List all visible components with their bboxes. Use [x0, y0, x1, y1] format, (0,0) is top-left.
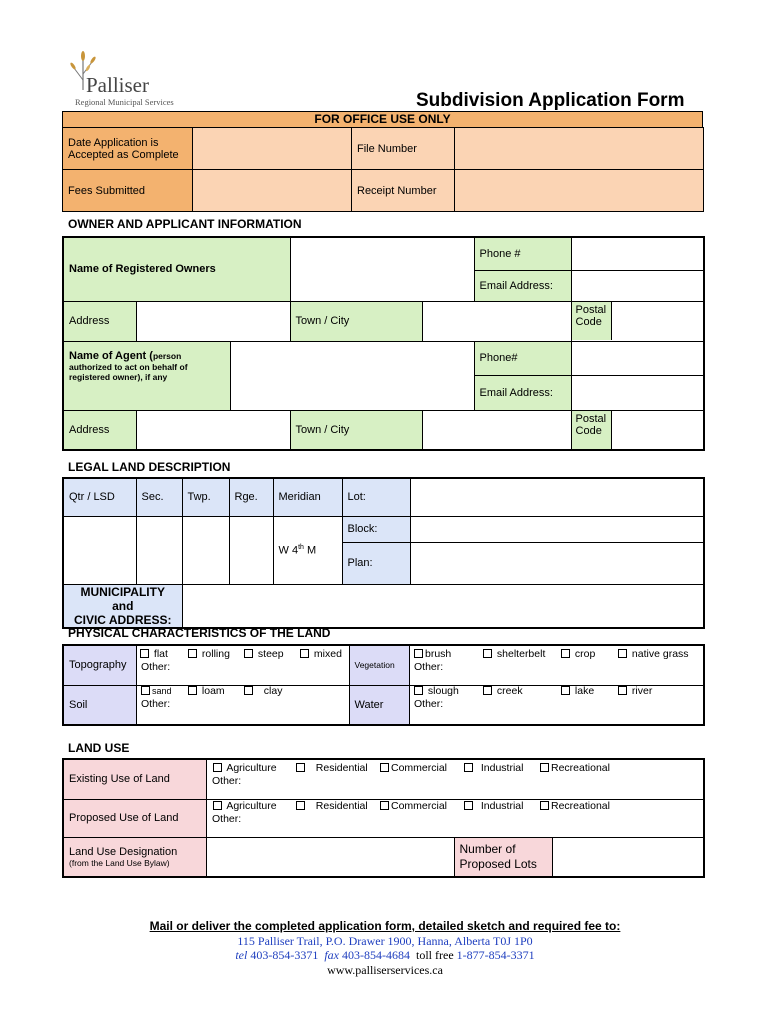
water-label: Water: [349, 685, 409, 725]
checkbox-icon[interactable]: [464, 763, 473, 772]
checkbox-icon[interactable]: [561, 686, 570, 695]
water-river-option[interactable]: river: [618, 685, 652, 697]
lot-field[interactable]: [410, 478, 704, 516]
logo: [66, 50, 186, 110]
veg-brush-option[interactable]: brush: [414, 648, 451, 660]
checkbox-icon[interactable]: [296, 801, 305, 810]
checkbox-icon[interactable]: [380, 801, 389, 810]
website-link[interactable]: www.palliserservices.ca: [327, 963, 443, 977]
postal-label: Postal Code: [572, 302, 612, 340]
proposed-lots-field[interactable]: [552, 837, 704, 877]
page-title: Subdivision Application Form: [416, 90, 685, 111]
proposed-use-options: [206, 799, 704, 837]
postal2-label: Postal Code: [572, 411, 612, 449]
contact-numbers: tel 403-854-3371 fax 403-854-4684 toll free 1-877-854-3371: [235, 948, 535, 962]
logo-subtitle: Regional Municipal Services: [75, 97, 174, 107]
checkbox-icon[interactable]: [188, 649, 197, 658]
agent-label: Name of Agent (person authorized to act on behalf of registered owner), if any: [63, 341, 230, 410]
checkbox-icon[interactable]: [300, 649, 309, 658]
existing-industrial-option[interactable]: Industrial: [464, 762, 523, 774]
postal2-cell: [571, 410, 704, 450]
owner-table: [62, 236, 705, 451]
checkbox-icon[interactable]: [540, 801, 549, 810]
agent-email-field[interactable]: [571, 375, 704, 410]
proposed-industrial-option[interactable]: Industrial: [464, 800, 523, 812]
checkbox-icon[interactable]: [464, 801, 473, 810]
sec-field[interactable]: [136, 516, 182, 584]
proposed-recreational-option[interactable]: Recreational: [540, 800, 610, 812]
topo-steep-option[interactable]: steep: [244, 648, 284, 660]
proposed-lots-label: Number of Proposed Lots: [454, 837, 552, 877]
lot-label: Lot:: [342, 478, 410, 516]
soil-sand-option[interactable]: sand: [141, 685, 172, 697]
legal-heading: LEGAL LAND DESCRIPTION: [68, 460, 231, 474]
postal-cell: [571, 301, 704, 341]
physical-heading: PHYSICAL CHARACTERISTICS OF THE LAND: [68, 626, 331, 640]
checkbox-icon[interactable]: [141, 686, 150, 695]
existing-commercial-option[interactable]: Commercial: [380, 762, 447, 774]
checkbox-icon[interactable]: [213, 763, 222, 772]
checkbox-icon[interactable]: [244, 686, 253, 695]
address2-label: Address: [63, 410, 136, 450]
rge-field[interactable]: [229, 516, 273, 584]
file-number-field[interactable]: [455, 128, 704, 170]
designation-field[interactable]: [206, 837, 454, 877]
water-creek-option[interactable]: creek: [483, 685, 523, 697]
registered-owner-field[interactable]: [290, 237, 474, 301]
fees-submitted-label: Fees Submitted: [63, 170, 193, 212]
qtr-label: Qtr / LSD: [63, 478, 136, 516]
municipality-field[interactable]: [182, 584, 704, 628]
office-heading: FOR OFFICE USE ONLY: [62, 111, 703, 128]
town-label: Town / City: [290, 301, 422, 341]
email-field[interactable]: [571, 270, 704, 301]
checkbox-icon[interactable]: [414, 649, 423, 658]
topography-label: Topography: [63, 645, 136, 685]
water-lake-option[interactable]: lake: [561, 685, 594, 697]
logo-name: Palliser: [86, 73, 149, 97]
legal-table: [62, 477, 705, 629]
sec-label: Sec.: [136, 478, 182, 516]
checkbox-icon[interactable]: [244, 649, 253, 658]
plan-label: Plan:: [342, 542, 410, 584]
topo-mixed-option[interactable]: mixed: [300, 648, 342, 660]
existing-use-options: [206, 759, 704, 799]
veg-native-grass-option[interactable]: native grass: [618, 648, 689, 660]
proposed-use-label: Proposed Use of Land: [63, 799, 206, 837]
existing-other-label: Other:: [212, 775, 242, 787]
water-other-label: Other:: [414, 698, 444, 710]
designation-label: Land Use Designation (from the Land Use Bylaw): [63, 837, 206, 877]
soil-loam-option[interactable]: loam: [188, 685, 225, 697]
email-label: Email Address:: [474, 270, 571, 301]
checkbox-icon[interactable]: [618, 686, 627, 695]
address-field[interactable]: [136, 301, 290, 341]
town2-field[interactable]: [422, 410, 571, 450]
existing-use-label: Existing Use of Land: [63, 759, 206, 799]
mail-instruction: Mail or deliver the completed application form, detailed sketch and required fee to:: [149, 919, 621, 933]
soil-label: Soil: [63, 685, 136, 725]
checkbox-icon[interactable]: [414, 686, 423, 695]
agent-phone-label: Phone#: [474, 341, 571, 375]
date-accepted-field[interactable]: [193, 128, 352, 170]
checkbox-icon[interactable]: [561, 649, 570, 658]
checkbox-icon[interactable]: [540, 763, 549, 772]
office-table: [62, 127, 704, 212]
phone-field[interactable]: [571, 237, 704, 270]
veg-shelterbelt-option[interactable]: shelterbelt: [483, 648, 545, 660]
proposed-commercial-option[interactable]: Commercial: [380, 800, 447, 812]
postal2-field[interactable]: [612, 411, 704, 449]
registered-owner-label: Name of Registered Owners: [63, 237, 290, 301]
postal-field[interactable]: [612, 302, 704, 340]
municipality-label: MUNICIPALITY and CIVIC ADDRESS:: [63, 584, 182, 628]
water-slough-option[interactable]: slough: [414, 685, 459, 697]
address-label: Address: [63, 301, 136, 341]
landuse-table: [62, 758, 705, 878]
proposed-residential-option[interactable]: Residential: [296, 800, 368, 812]
rge-label: Rge.: [229, 478, 273, 516]
address2-field[interactable]: [136, 410, 290, 450]
receipt-number-field[interactable]: [455, 170, 704, 212]
qtr-field[interactable]: [63, 516, 136, 584]
phone-label: Phone #: [474, 237, 571, 270]
landuse-heading: LAND USE: [68, 741, 130, 755]
date-accepted-label: Date Application is Accepted as Complete: [63, 128, 193, 170]
proposed-agriculture-option[interactable]: Agriculture: [213, 800, 277, 812]
checkbox-icon[interactable]: [483, 649, 492, 658]
town-field[interactable]: [422, 301, 571, 341]
meridian-value: W 4th M: [273, 516, 342, 584]
meridian-label: Meridian: [273, 478, 342, 516]
file-number-label: File Number: [352, 128, 455, 170]
agent-email-label: Email Address:: [474, 375, 571, 410]
owner-heading: OWNER AND APPLICANT INFORMATION: [68, 217, 302, 231]
checkbox-icon[interactable]: [380, 763, 389, 772]
checkbox-icon[interactable]: [296, 763, 305, 772]
plan-field[interactable]: [410, 542, 704, 584]
veg-other-label: Other:: [414, 661, 444, 673]
block-label: Block:: [342, 516, 410, 542]
town2-label: Town / City: [290, 410, 422, 450]
veg-crop-option[interactable]: crop: [561, 648, 595, 660]
vegetation-label: Vegetation: [349, 645, 409, 685]
twp-label: Twp.: [182, 478, 229, 516]
checkbox-icon[interactable]: [618, 649, 627, 658]
proposed-other-label: Other:: [212, 813, 242, 825]
soil-clay-option[interactable]: clay: [244, 685, 282, 697]
topo-flat-option[interactable]: flat: [140, 648, 168, 660]
fees-submitted-field[interactable]: [193, 170, 352, 212]
block-field[interactable]: [410, 516, 704, 542]
agent-field[interactable]: [230, 341, 474, 410]
topo-rolling-option[interactable]: rolling: [188, 648, 230, 660]
receipt-number-label: Receipt Number: [352, 170, 455, 212]
checkbox-icon[interactable]: [213, 801, 222, 810]
agent-phone-field[interactable]: [571, 341, 704, 375]
checkbox-icon[interactable]: [483, 686, 492, 695]
existing-residential-option[interactable]: Residential: [296, 762, 368, 774]
existing-recreational-option[interactable]: Recreational: [540, 762, 610, 774]
twp-field[interactable]: [182, 516, 229, 584]
topo-other-label: Other:: [141, 661, 171, 673]
checkbox-icon[interactable]: [188, 686, 197, 695]
checkbox-icon[interactable]: [140, 649, 149, 658]
soil-other-label: Other:: [141, 698, 171, 710]
existing-agriculture-option[interactable]: Agriculture: [213, 762, 277, 774]
mailing-address: 115 Palliser Trail, P.O. Drawer 1900, Hanna, Alberta T0J 1P0: [237, 934, 533, 948]
